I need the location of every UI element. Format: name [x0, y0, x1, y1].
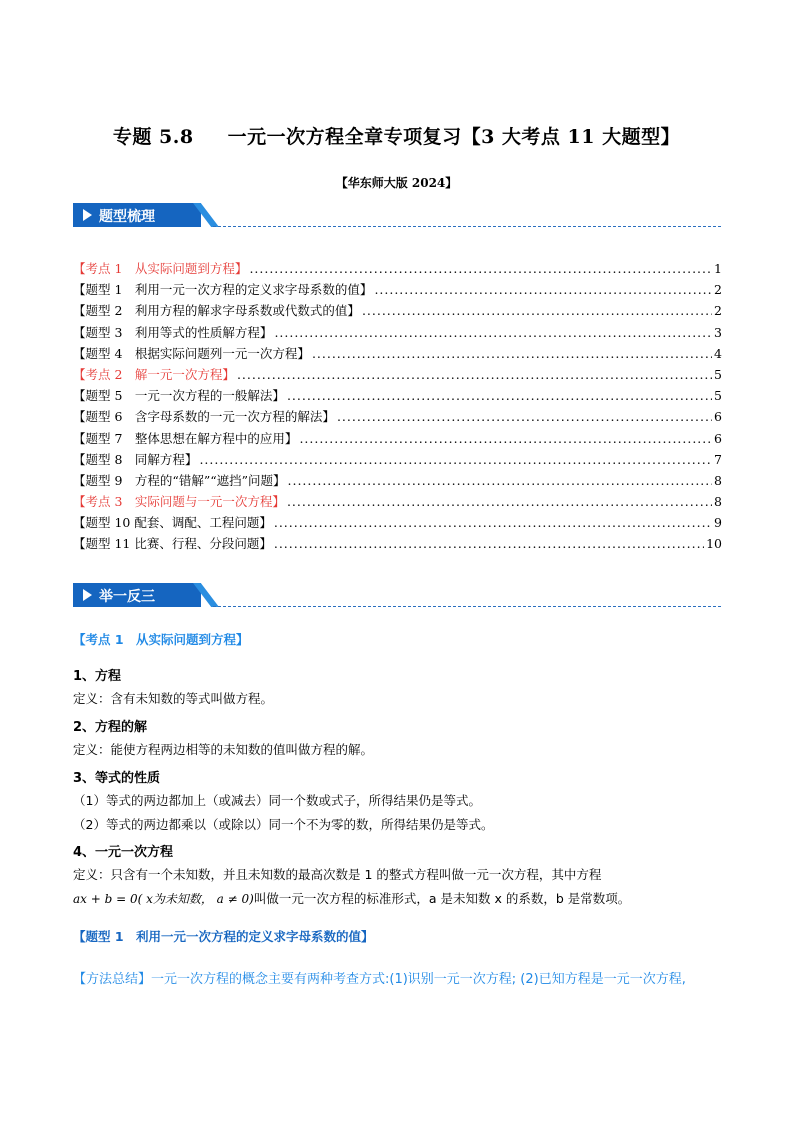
- tixing-heading: 【题型 1 利用一元一次方程的定义求字母系数的值】: [73, 929, 374, 944]
- toc-page-number: 7: [714, 451, 722, 467]
- section-heading: 3、等式的性质: [73, 771, 161, 786]
- section-banner-examples: [73, 583, 721, 607]
- method-summary: 【方法总结】一元一次方程的概念主要有两种考查方式:(1)识别一元一次方程; (2)已知方程是一元一次方程,: [73, 972, 686, 987]
- toc-entry[interactable]: [73, 365, 722, 386]
- toc-entry-label: 【题型 7 整体思想在解方程中的应用】: [73, 430, 298, 446]
- definition-text: 定义：只含有一个未知数，并且未知数的最高次数是 1 的整式方程叫做一元一次方程，其中方程: [73, 867, 602, 882]
- toc-page-number: 2: [714, 282, 722, 298]
- toc-leader-dots: [274, 325, 712, 340]
- toc-leader-dots: [274, 536, 704, 551]
- toc-entry-label: 【题型 1 利用一元一次方程的定义求字母系数的值】: [73, 282, 373, 298]
- banner-label: 题型梳理: [99, 209, 155, 225]
- toc-page-number: 8: [714, 472, 722, 488]
- toc-page-number: 6: [714, 430, 722, 446]
- toc-entry-label: 【题型 10 配套、调配、工程问题】: [73, 515, 272, 531]
- toc-page-number: 10: [706, 536, 722, 552]
- property-text: （1）等式的两边都加上（或减去）同一个数或式子，所得结果仍是等式。: [73, 793, 481, 808]
- toc-page-number: 9: [714, 515, 722, 531]
- subtitle: 【华东师大版 2024】: [335, 176, 458, 190]
- toc-leader-dots: [288, 473, 713, 488]
- toc-leader-dots: [287, 388, 712, 403]
- toc-entry-label: 【题型 3 利用等式的性质解方程】: [73, 324, 273, 340]
- toc-entry-label: 【题型 2 利用方程的解求字母系数或代数式的值】: [73, 303, 360, 319]
- play-arrow-icon: [83, 209, 92, 221]
- toc-page-number: 5: [714, 388, 722, 404]
- section-heading: 2、方程的解: [73, 720, 148, 735]
- toc-entry-label: 【考点 3 实际问题与一元一次方程】: [73, 494, 285, 510]
- toc-entry[interactable]: [73, 429, 722, 450]
- toc-entry[interactable]: [73, 259, 722, 280]
- toc-leader-dots: [312, 346, 712, 361]
- toc-entry[interactable]: [73, 492, 722, 513]
- toc-page-number: 3: [714, 324, 722, 340]
- play-arrow-icon: [83, 589, 92, 601]
- toc-entry[interactable]: [73, 513, 722, 534]
- toc-entry[interactable]: [73, 534, 722, 555]
- toc-leader-dots: [274, 515, 712, 530]
- toc-leader-dots: [299, 431, 712, 446]
- toc-entry-label: 【考点 1 从实际问题到方程】: [73, 261, 248, 276]
- kaodian-heading: 【考点 1 从实际问题到方程】: [73, 632, 249, 647]
- toc-entry[interactable]: [73, 323, 722, 344]
- toc-entry-label: 【题型 5 一元一次方程的一般解法】: [73, 388, 285, 404]
- toc-leader-dots: [374, 282, 712, 297]
- section-heading: 4、一元一次方程: [73, 845, 174, 860]
- section-heading: 1、方程: [73, 669, 122, 684]
- toc-leader-dots: [199, 452, 712, 467]
- banner-label: 举一反三: [99, 589, 155, 605]
- toc-entry[interactable]: [73, 407, 722, 428]
- toc-entry[interactable]: [73, 344, 722, 365]
- definition-text-2: ax + b = 0( x为未知数， a ≠ 0)叫做一元一次方程的标准形式，a 是未知数 x 的系数，b 是常数项。: [73, 891, 631, 906]
- toc-leader-dots: [249, 261, 712, 276]
- definition-text: 定义：含有未知数的等式叫做方程。: [73, 691, 274, 706]
- toc-page-number: 1: [714, 261, 722, 276]
- table-of-contents: [73, 259, 722, 556]
- toc-entry-label: 【题型 6 含字母系数的一元一次方程的解法】: [73, 409, 335, 425]
- section-banner-toc: [73, 203, 721, 227]
- toc-leader-dots: [237, 367, 712, 382]
- toc-entry-label: 【考点 2 解一元一次方程】: [73, 366, 235, 382]
- equation-formula: ax + b = 0( x为未知数， a ≠ 0): [73, 892, 254, 906]
- toc-page-number: 6: [714, 409, 722, 425]
- toc-entry[interactable]: [73, 450, 722, 471]
- toc-page-number: 4: [714, 345, 722, 361]
- toc-entry-label: 【题型 11 比赛、行程、分段问题】: [73, 536, 272, 552]
- toc-leader-dots: [362, 303, 712, 318]
- property-text: （2）等式的两边都乘以（或除以）同一个不为零的数，所得结果仍是等式。: [73, 817, 494, 832]
- toc-entry-label: 【题型 4 根据实际问题列一元一次方程】: [73, 345, 310, 361]
- definition-text: 定义：能使方程两边相等的未知数的值叫做方程的解。: [73, 742, 374, 757]
- toc-entry-label: 【题型 9 方程的“错解”“遮挡”问题】: [73, 472, 286, 488]
- toc-entry[interactable]: [73, 301, 722, 322]
- title-text: 一元一次方程全章专项复习【3 大考点 11 大题型】: [227, 126, 681, 148]
- toc-page-number: 2: [714, 303, 722, 319]
- toc-entry[interactable]: [73, 471, 722, 492]
- toc-entry[interactable]: [73, 280, 722, 301]
- toc-page-number: 5: [714, 366, 722, 382]
- title-number: 专题 5.8: [112, 126, 194, 148]
- toc-entry-label: 【题型 8 同解方程】: [73, 451, 198, 467]
- page-title: [0, 122, 793, 149]
- toc-leader-dots: [287, 494, 712, 509]
- toc-leader-dots: [337, 409, 712, 424]
- toc-entry[interactable]: [73, 386, 722, 407]
- toc-page-number: 8: [714, 494, 722, 510]
